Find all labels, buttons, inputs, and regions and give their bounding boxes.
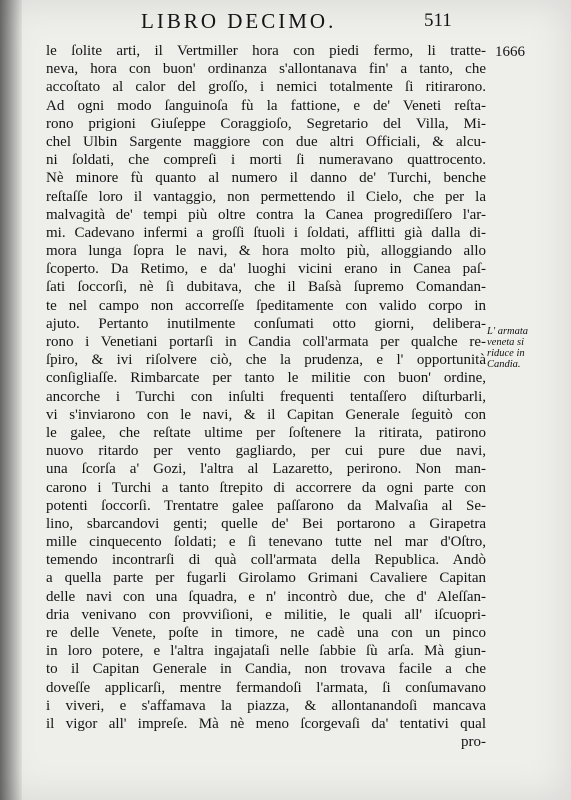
- body-text: [46, 42, 486, 751]
- text-line: in loro potere, e l'altra ingajataſi nelle ſabbie ſù arſa. Mà giun-: [46, 643, 486, 660]
- margin-note-line: L' armata: [487, 326, 529, 337]
- text-line: potenti ſoccorſi. Trentatre galee paſſarono da Malvaſia al Se-: [46, 497, 486, 514]
- text-line: ni ſoldati, che compreſi i morti ſi numeravano quattrocento.: [46, 152, 486, 169]
- text-line: lino, sbarcandovi genti; quelle de' Bei portarono a Girapetra: [46, 515, 486, 532]
- text-line: mille cinquecento ſoldati; e ſi tenevano tutte nel mar d'Oſtro,: [46, 534, 486, 551]
- text-line: una ſcorſa a' Gozi, l'altra al Lazaretto, perirono. Non man-: [46, 461, 486, 478]
- text-line: conſigliaſſe. Rimbarcate per tanto le militie con buon' ordine,: [46, 370, 486, 387]
- text-line: te nel campo non accorreſſe ſpeditamente con valido corpo in: [46, 297, 486, 314]
- text-line: temendo incontrarſi di quà coll'armata della Republica. Andò: [46, 552, 486, 569]
- margin-year: 1666: [495, 44, 525, 60]
- text-line: a quella parte per fugarli Girolamo Grimani Cavaliere Capitan: [46, 570, 486, 587]
- text-line: chel Ulbin Sargente maggiore con due altri Officiali, & alcu-: [46, 133, 486, 150]
- text-line: mora lunga ſopra le navi, & hora molto più, alloggiando allo: [46, 243, 486, 260]
- text-line: ſati ſoccorſi, nè ſi dubitava, che il Baſsà ſupremo Comandan-: [46, 279, 486, 296]
- text-line: ſpiro, & ivi riſolvere ciò, che la prudenza, e l' opportunità: [46, 352, 486, 369]
- text-line: dria venivano con provviſioni, e militie, le quali all' iſcuopri-: [46, 606, 486, 623]
- text-line: Nè minore fù quanto al numero il danno de' Turchi, benche: [46, 170, 486, 187]
- page-number: 511: [424, 10, 452, 31]
- text-line: reſtaſſe loro il vantaggio, non permettendo il Cielo, che per la: [46, 188, 486, 205]
- text-line: ajuto. Pertanto inutilmente conſumati otto giorni, delibera-: [46, 315, 486, 332]
- text-line: re delle Venete, poſte in timore, ne cadè una con un pinco: [46, 625, 486, 641]
- text-line: neva, hora con buon' ordinanza s'allontanava fin' a tanto, che: [46, 61, 486, 78]
- text-line: il vigor all' impreſe. Mà nè meno ſcorgevaſi da' tentativi qual: [46, 715, 486, 732]
- text-line: i viveri, e s'affamava la piazza, & allontanandoſi mancava: [46, 697, 486, 714]
- text-line: doveſſe applicarſi, mentre fermandoſi l'armata, ſi conſumavano: [46, 679, 486, 696]
- text-line: delle navi con una ſquadra, e n' incontrò due, che d' Aleſſan-: [46, 588, 486, 605]
- text-line: Ad ogni modo ſanguinoſa fù la fattione, e de' Veneti reſta-: [46, 97, 486, 114]
- running-head: LIBRO DECIMO.: [141, 9, 337, 33]
- catchword: pro-: [461, 734, 486, 751]
- text-line: to il Capitan Generale in Candia, non trovava facile a che: [46, 661, 486, 678]
- text-line: carono i Turchi a tanto ſtrepito di accorrere da ogni parte con: [46, 479, 486, 496]
- text-line: nuovo ritardo per vento gagliardo, per cui pure due navi,: [46, 443, 486, 460]
- page-gutter-shadow: [0, 0, 22, 800]
- text-line: mi. Cadevano infermi a groſſi ſtuoli i ſoldati, afflitti già dalla di-: [46, 224, 486, 241]
- text-line: malvagità de' tempi più oltre contra la Canea progrediſſero l'ar-: [46, 206, 486, 223]
- margin-note: [487, 326, 549, 370]
- text-line: le ſolite arti, il Vertmiller hora con piedi fermo, li tratte-: [46, 43, 486, 59]
- text-line: le galee, che reſtate ultime per ſoſtenere la ritirata, patirono: [46, 424, 486, 441]
- text-line: vi s'inviarono con le navi, & il Capitan Generale ſeguitò con: [46, 406, 486, 423]
- text-line: ſcoperto. Da Retimo, e da' luoghi vicini erano in Canea paſ-: [46, 261, 486, 278]
- text-line: ancorche i Turchi con inſulti frequenti tentaſſero diſturbarli,: [46, 388, 486, 405]
- page-header: [46, 9, 532, 37]
- margin-note-line: veneta si: [487, 337, 525, 348]
- text-line: rono prigioni Giuſeppe Coraggioſo, Segretario del Villa, Mi-: [46, 115, 486, 132]
- margin-note-line: Candia.: [487, 359, 521, 370]
- margin-note-line: riduce in: [487, 348, 525, 359]
- text-line: rono i Venetiani portarſi in Candia coll'armata per qualche re-: [46, 334, 486, 350]
- text-line: accoſtato al calor del groſſo, i nemici totalmente ſi ritirarono.: [46, 79, 486, 96]
